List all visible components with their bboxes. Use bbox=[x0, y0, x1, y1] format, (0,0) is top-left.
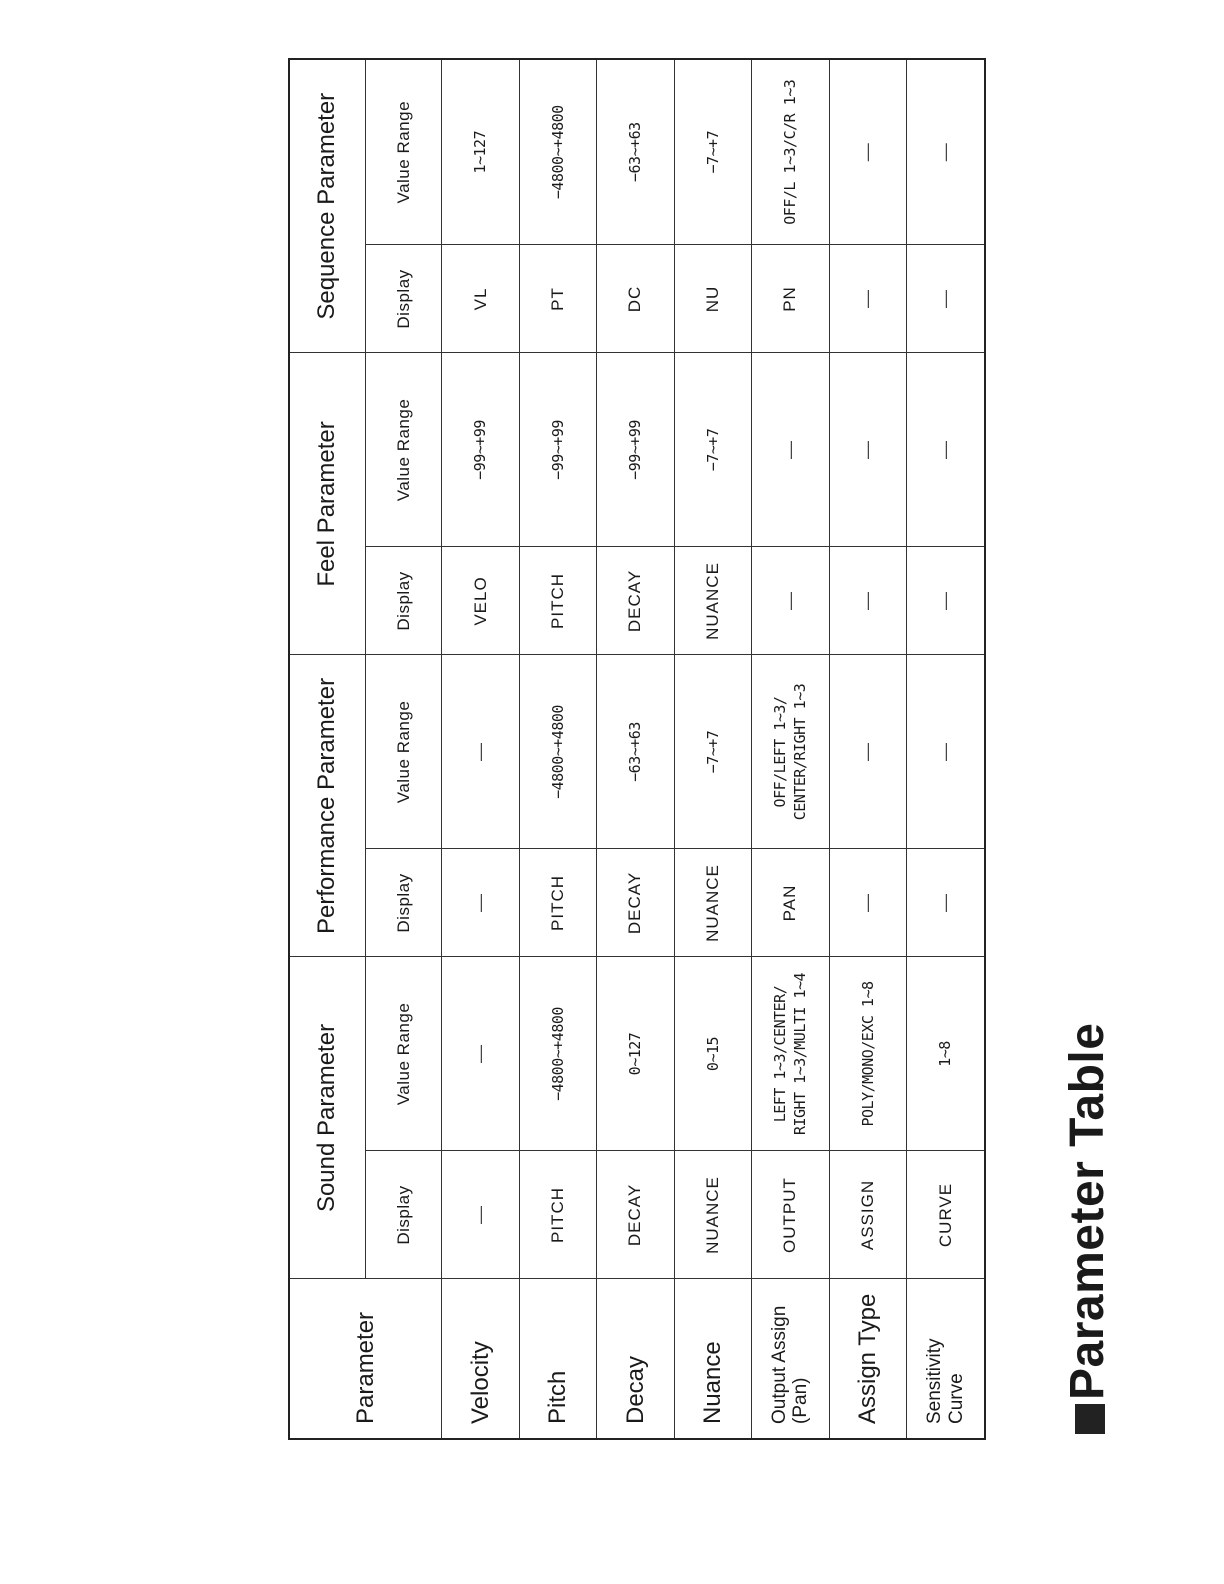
group-header-sound: Sound Parameter bbox=[289, 957, 365, 1279]
table-row bbox=[907, 59, 986, 1439]
parameter-name: Sensitivity Curve bbox=[907, 1279, 986, 1439]
table-row bbox=[519, 59, 596, 1439]
parameter-name: Velocity bbox=[442, 1279, 519, 1439]
value-range-cell: — bbox=[907, 655, 986, 849]
value-range-cell: OFF/L 1∼3/C/R 1∼3 bbox=[752, 59, 829, 245]
value-range-cell: — bbox=[907, 59, 986, 245]
value-range-cell: 0∼127 bbox=[597, 957, 674, 1151]
display-cell: — bbox=[829, 245, 906, 353]
value-range-cell: −63∼+63 bbox=[597, 59, 674, 245]
display-cell: VELO bbox=[442, 547, 519, 655]
parameter-table bbox=[288, 58, 986, 1440]
value-range-cell: — bbox=[829, 655, 906, 849]
group-header-performance: Performance Parameter bbox=[289, 655, 365, 957]
value-range-cell: −7∼+7 bbox=[674, 353, 751, 547]
parameter-name: Decay bbox=[597, 1279, 674, 1439]
table-row bbox=[752, 59, 829, 1439]
group-header-feel: Feel Parameter bbox=[289, 353, 365, 655]
parameter-name: Output Assign (Pan) bbox=[752, 1279, 829, 1439]
display-cell: DECAY bbox=[597, 547, 674, 655]
value-range-cell: −7∼+7 bbox=[674, 655, 751, 849]
display-cell: — bbox=[907, 245, 986, 353]
display-cell: — bbox=[829, 849, 906, 957]
display-cell: — bbox=[442, 849, 519, 957]
table-row bbox=[674, 59, 751, 1439]
display-cell: — bbox=[752, 547, 829, 655]
display-header: Display bbox=[365, 1151, 441, 1279]
parameter-name: Assign Type bbox=[829, 1279, 906, 1439]
value-range-cell: OFF/LEFT 1∼3/ CENTER/RIGHT 1∼3 bbox=[752, 655, 829, 849]
value-range-header: Value Range bbox=[365, 353, 441, 547]
value-range-cell: 0∼15 bbox=[674, 957, 751, 1151]
value-range-cell: −63∼+63 bbox=[597, 655, 674, 849]
display-cell: VL bbox=[442, 245, 519, 353]
parameter-name: Pitch bbox=[519, 1279, 596, 1439]
display-cell: DC bbox=[597, 245, 674, 353]
sub-header-row bbox=[365, 59, 441, 1439]
parameter-name: Nuance bbox=[674, 1279, 751, 1439]
display-cell: DECAY bbox=[597, 1151, 674, 1279]
display-cell: — bbox=[442, 1151, 519, 1279]
display-cell: — bbox=[907, 547, 986, 655]
table-row bbox=[829, 59, 906, 1439]
value-range-cell: −7∼+7 bbox=[674, 59, 751, 245]
value-range-cell: — bbox=[752, 353, 829, 547]
table-row bbox=[442, 59, 519, 1439]
value-range-cell: — bbox=[829, 353, 906, 547]
value-range-cell: −4800∼+4800 bbox=[519, 957, 596, 1151]
display-cell: PITCH bbox=[519, 547, 596, 655]
value-range-header: Value Range bbox=[365, 59, 441, 245]
display-cell: PAN bbox=[752, 849, 829, 957]
display-cell: PN bbox=[752, 245, 829, 353]
value-range-cell: POLY/MONO/EXC 1∼8 bbox=[829, 957, 906, 1151]
value-range-cell: — bbox=[442, 655, 519, 849]
group-header-sequence: Sequence Parameter bbox=[289, 59, 365, 353]
table-row bbox=[597, 59, 674, 1439]
display-header: Display bbox=[365, 547, 441, 655]
value-range-cell: −99∼+99 bbox=[519, 353, 596, 547]
value-range-cell: — bbox=[907, 353, 986, 547]
display-cell: NUANCE bbox=[674, 849, 751, 957]
value-range-cell: −99∼+99 bbox=[442, 353, 519, 547]
value-range-header: Value Range bbox=[365, 957, 441, 1151]
display-cell: PITCH bbox=[519, 1151, 596, 1279]
value-range-header: Value Range bbox=[365, 655, 441, 849]
display-cell: — bbox=[829, 547, 906, 655]
display-header: Display bbox=[365, 849, 441, 957]
page-title bbox=[1061, 1022, 1114, 1434]
value-range-cell: 1∼127 bbox=[442, 59, 519, 245]
display-cell: PITCH bbox=[519, 849, 596, 957]
display-cell: NUANCE bbox=[674, 547, 751, 655]
group-header-row bbox=[289, 59, 365, 1439]
display-cell: ASSIGN bbox=[829, 1151, 906, 1279]
display-cell: — bbox=[907, 849, 986, 957]
value-range-cell: 1∼8 bbox=[907, 957, 986, 1151]
display-cell: NUANCE bbox=[674, 1151, 751, 1279]
display-cell: DECAY bbox=[597, 849, 674, 957]
display-cell: NU bbox=[674, 245, 751, 353]
value-range-cell: LEFT 1∼3/CENTER/ RIGHT 1∼3/MULTI 1∼4 bbox=[752, 957, 829, 1151]
parameter-header: Parameter bbox=[289, 1279, 442, 1439]
value-range-cell: −4800∼+4800 bbox=[519, 655, 596, 849]
page-title-text: Parameter Table bbox=[1061, 1022, 1114, 1400]
display-cell: OUTPUT bbox=[752, 1151, 829, 1279]
display-cell: PT bbox=[519, 245, 596, 353]
value-range-cell: −99∼+99 bbox=[597, 353, 674, 547]
table-body bbox=[442, 59, 985, 1439]
display-header: Display bbox=[365, 245, 441, 353]
title-bullet-icon bbox=[1075, 1404, 1105, 1434]
value-range-cell: — bbox=[442, 957, 519, 1151]
value-range-cell: −4800∼+4800 bbox=[519, 59, 596, 245]
display-cell: CURVE bbox=[907, 1151, 986, 1279]
value-range-cell: — bbox=[829, 59, 906, 245]
